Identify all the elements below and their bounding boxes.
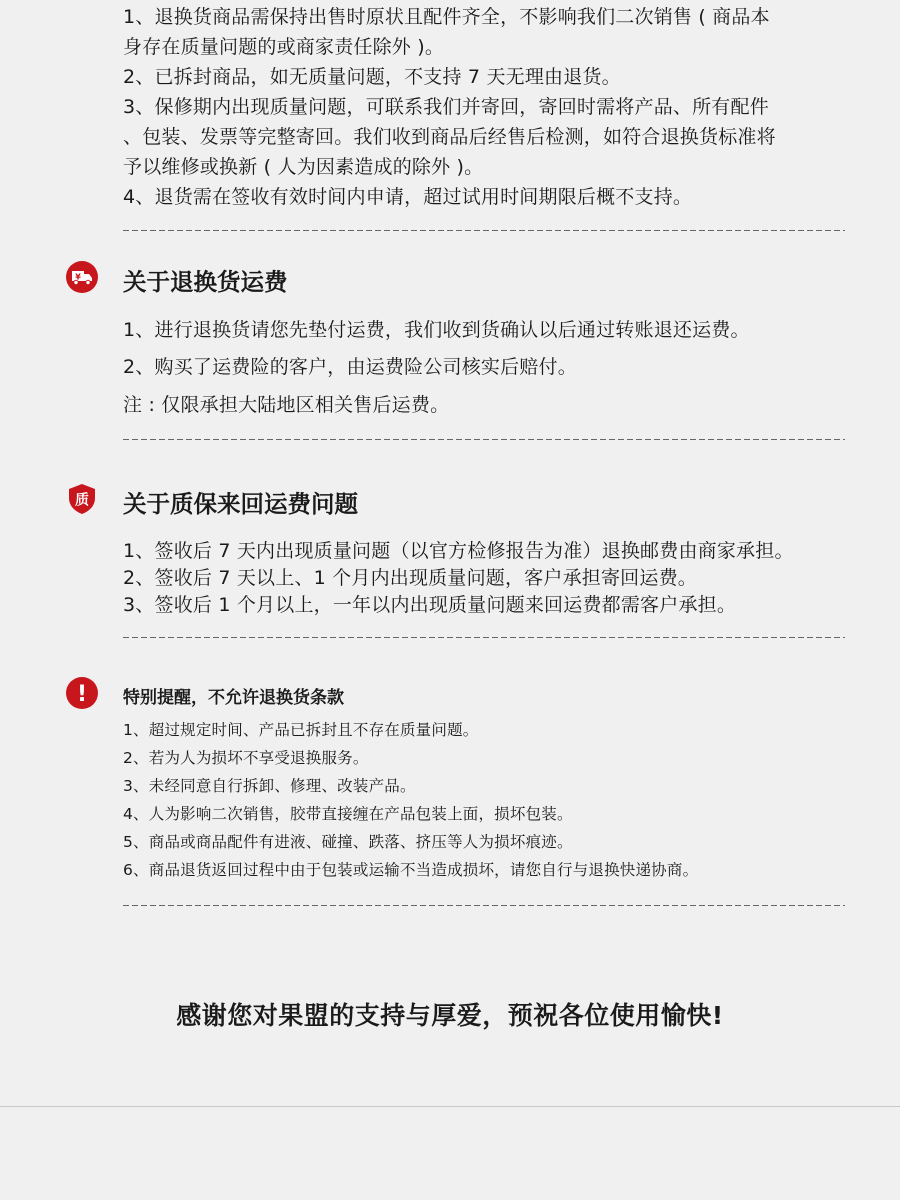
section-divider bbox=[123, 230, 845, 232]
quality-glyph: 质 bbox=[75, 492, 89, 509]
exclamation-glyph: ! bbox=[76, 682, 88, 707]
shipping-line: 2、购买了运费险的客户，由运费险公司核实后赔付。 bbox=[123, 356, 577, 378]
section-title: 特别提醒，不允许退换货条款 bbox=[123, 688, 344, 708]
svg-text:¥: ¥ bbox=[75, 272, 81, 282]
policy-line: 、包装、发票等完整寄回。我们收到商品后经售后检测，如符合退换货标准将 bbox=[123, 126, 776, 148]
reminder-line: 4、人为影响二次销售，胶带直接缠在产品包装上面，损坏包装。 bbox=[123, 805, 573, 823]
reminder-line: 1、超过规定时间、产品已拆封且不存在质量问题。 bbox=[123, 721, 479, 739]
exclamation-icon bbox=[66, 677, 98, 709]
section-divider bbox=[123, 439, 845, 441]
reminder-line: 2、若为人为损坏不享受退换服务。 bbox=[123, 749, 369, 767]
reminder-line: 3、未经同意自行拆卸、修理、改装产品。 bbox=[123, 777, 416, 795]
closing-message: 感谢您对果盟的支持与厚爱，预祝各位使用愉快! bbox=[176, 1001, 724, 1030]
quality-shield-icon bbox=[66, 483, 98, 515]
warranty-line: 3、签收后 1 个月以上，一年以内出现质量问题来回运费都需客户承担。 bbox=[123, 594, 737, 616]
warranty-line: 1、签收后 7 天内出现质量问题（以官方检修报告为准）退换邮费由商家承担。 bbox=[123, 540, 794, 562]
reminder-line: 5、商品或商品配件有进液、碰撞、跌落、挤压等人为损坏痕迹。 bbox=[123, 833, 573, 851]
policy-line: 4、退货需在签收有效时间内申请，超过试用时间期限后概不支持。 bbox=[123, 186, 693, 208]
delivery-truck-icon bbox=[66, 261, 98, 293]
footer-divider bbox=[0, 1106, 900, 1107]
policy-line: 2、已拆封商品，如无质量问题，不支持 7 天无理由退货。 bbox=[123, 66, 621, 88]
reminder-line: 6、商品退货返回过程中由于包装或运输不当造成损坏，请您自行与退换快递协商。 bbox=[123, 861, 699, 879]
section-title: 关于退换货运费 bbox=[123, 268, 288, 296]
section-divider bbox=[123, 637, 845, 639]
shipping-line: 1、进行退换货请您先垫付运费，我们收到货确认以后通过转账退还运费。 bbox=[123, 319, 750, 341]
shipping-note: 注 : 仅限承担大陆地区相关售后运费。 bbox=[123, 394, 450, 416]
policy-line: 身存在质量问题的或商家责任除外 )。 bbox=[123, 36, 445, 58]
section-title: 关于质保来回运费问题 bbox=[123, 490, 358, 518]
policy-line: 1、退换货商品需保持出售时原状且配件齐全，不影响我们二次销售 ( 商品本 bbox=[123, 6, 770, 28]
policy-line: 3、保修期内出现质量问题，可联系我们并寄回，寄回时需将产品、所有配件 bbox=[123, 96, 769, 118]
section-divider bbox=[123, 905, 845, 907]
policy-line: 予以维修或换新 ( 人为因素造成的除外 )。 bbox=[123, 156, 484, 178]
warranty-line: 2、签收后 7 天以上、1 个月内出现质量问题，客户承担寄回运费。 bbox=[123, 567, 697, 589]
